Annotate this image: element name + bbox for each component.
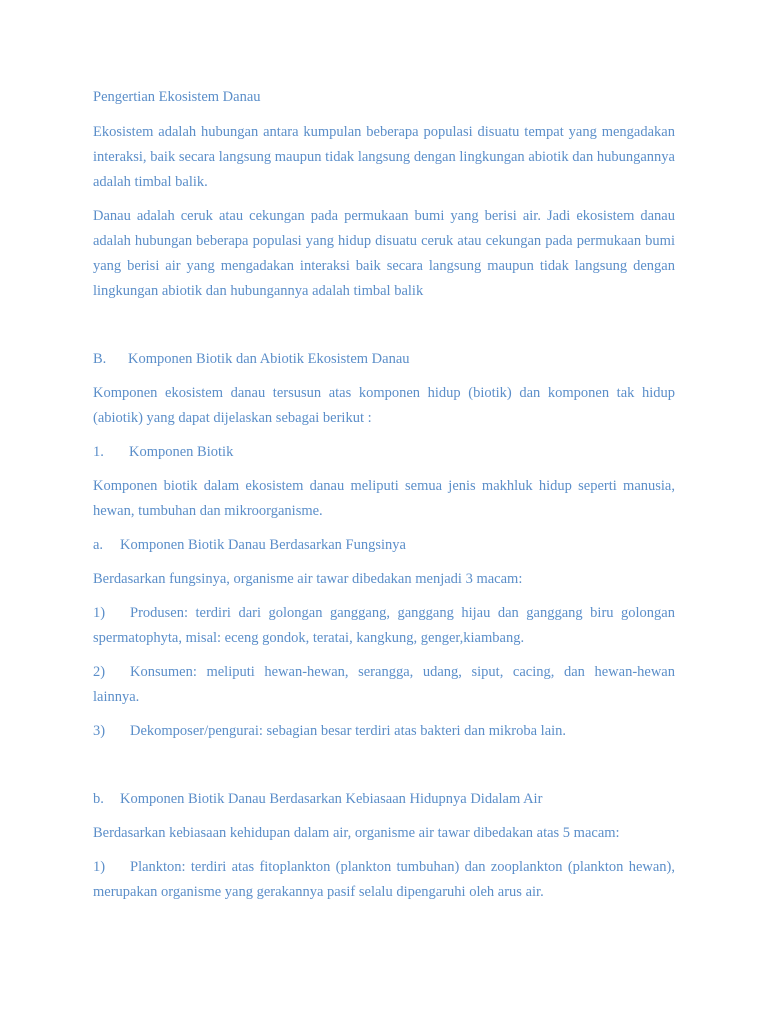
- list-item-text: Konsumen: meliputi hewan-hewan, serangga, udang, siput, cacing, dan hewan-hewan lainnya.: [93, 664, 675, 705]
- paragraph-biotik: Komponen biotik dalam ekosistem danau meliputi semua jenis makhluk hidup seperti manusia, hewan, tumbuhan dan mikroorganisme.: [93, 478, 675, 519]
- list-item: [93, 719, 675, 744]
- paragraph-danau-definition: Danau adalah ceruk atau cekungan pada permukaan bumi yang berisi air. Jadi ekosistem danau adalah hubungan beberapa populasi yang hidup disuatu ceruk atau cekungan pada permukaan bumi yang berisi air yang mengadakan interaksi baik secara langsung maupun tidak langsung dengan lingkungan abiotik dan hubungannya adalah timbal balik: [93, 208, 675, 299]
- spacer: [93, 313, 675, 347]
- list-item-text: Produsen: terdiri dari golongan ganggang, ganggang hijau dan ganggang biru golongan spermatophyta, misal: eceng gondok, teratai, kangkung, genger,kiambang.: [93, 605, 675, 646]
- spacer: [93, 753, 675, 787]
- list-item: [93, 855, 675, 905]
- subheading-letter: a.: [93, 537, 104, 553]
- subheading-title: Komponen Biotik Danau Berdasarkan Fungsinya: [120, 537, 406, 553]
- list-item-number: 1): [93, 605, 106, 621]
- subheading-title: Komponen Biotik: [129, 444, 234, 460]
- list-item-number: 3): [93, 723, 106, 739]
- section-heading-b: [93, 347, 675, 372]
- list-item: [93, 601, 675, 651]
- section-title: Komponen Biotik dan Abiotik Ekosistem Danau: [128, 351, 410, 367]
- list-item: [93, 660, 675, 710]
- paragraph-kebiasaan: Berdasarkan kebiasaan kehidupan dalam air, organisme air tawar dibedakan atas 5 macam:: [93, 825, 620, 841]
- paragraph-fungsi: Berdasarkan fungsinya, organisme air tawar dibedakan menjadi 3 macam:: [93, 571, 523, 587]
- paragraph-komponen-intro: Komponen ekosistem danau tersusun atas komponen hidup (biotik) dan komponen tak hidup (abiotik) yang dapat dijelaskan sebagai berikut :: [93, 385, 675, 426]
- subheading-a: [93, 533, 675, 558]
- doc-title: Pengertian Ekosistem Danau: [93, 89, 261, 105]
- subheading-letter: b.: [93, 791, 104, 807]
- list-item-text: Plankton: terdiri atas fitoplankton (plankton tumbuhan) dan zooplankton (plankton hewan), merupakan organisme yang gerakannya pasif selalu dipengaruhi oleh arus air.: [93, 859, 675, 900]
- subheading-title: Komponen Biotik Danau Berdasarkan Kebiasaan Hidupnya Didalam Air: [120, 791, 543, 807]
- subheading-b: [93, 787, 675, 812]
- paragraph-ekosistem-definition: Ekosistem adalah hubungan antara kumpulan beberapa populasi disuatu tempat yang mengadakan interaksi, baik secara langsung maupun tidak langsung dengan lingkungan abiotik dan hubungannya adalah timbal balik.: [93, 124, 675, 190]
- list-item-number: 1): [93, 859, 106, 875]
- list-item-text: Dekomposer/pengurai: sebagian besar terdiri atas bakteri dan mikroba lain.: [130, 723, 567, 739]
- subheading-number: 1.: [93, 444, 104, 460]
- subheading-1: [93, 440, 675, 465]
- section-number: B.: [93, 351, 107, 367]
- list-item-number: 2): [93, 664, 106, 680]
